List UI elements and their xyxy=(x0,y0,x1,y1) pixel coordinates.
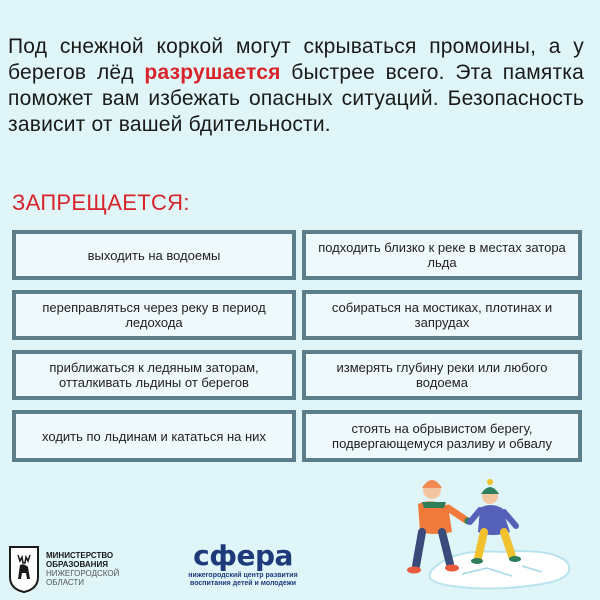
rule-card: стоять на обрывистом берегу, подвергающемуся разливу и обвалу xyxy=(302,410,582,462)
sfera-subtitle-2: воспитания детей и молодежи xyxy=(190,580,296,587)
ministry-line-2: ОБРАЗОВАНИЯ xyxy=(46,560,108,569)
sfera-logo xyxy=(163,540,323,588)
kids-on-ice-illustration xyxy=(392,470,592,595)
rule-card: измерять глубину реки или любого водоема xyxy=(302,350,582,400)
intro-paragraph xyxy=(8,34,584,138)
rules-grid xyxy=(12,230,582,462)
sfera-subtitle-1: нижегородский центр развития xyxy=(188,572,298,579)
intro-highlight: разрушается xyxy=(144,61,281,84)
rule-card: подходить близко к реке в местах затора льда xyxy=(302,230,582,280)
ministry-name xyxy=(46,551,119,587)
intro-text-1: Под снежной коркой могут скрываться промоины, а у берегов лёд xyxy=(8,35,584,84)
rule-card: собираться на мостиках, плотинах и запрудах xyxy=(302,290,582,340)
forbidden-heading: ЗАПРЕЩАЕТСЯ: xyxy=(12,190,190,215)
sfera-wordmark: сфера xyxy=(193,539,293,572)
ministry-logo xyxy=(8,545,119,593)
intro-text-2: быстрее всего. Эта памятка поможет вам избежать опасных ситуаций. Безопасность зависит от вашей бдительности. xyxy=(8,61,584,136)
ministry-line-4: ОБЛАСТИ xyxy=(46,578,85,587)
rule-card: приближаться к ледяным заторам, отталкивать льдины от берегов xyxy=(12,350,296,400)
rule-card: переправляться через реку в период ледохода xyxy=(12,290,296,340)
deer-emblem-icon xyxy=(8,545,40,593)
rule-card: ходить по льдинам и кататься на них xyxy=(12,410,296,462)
rule-card: выходить на водоемы xyxy=(12,230,296,280)
ministry-line-3: НИЖЕГОРОДСКОЙ xyxy=(46,569,120,578)
ministry-line-1: МИНИСТЕРСТВО xyxy=(46,551,114,560)
